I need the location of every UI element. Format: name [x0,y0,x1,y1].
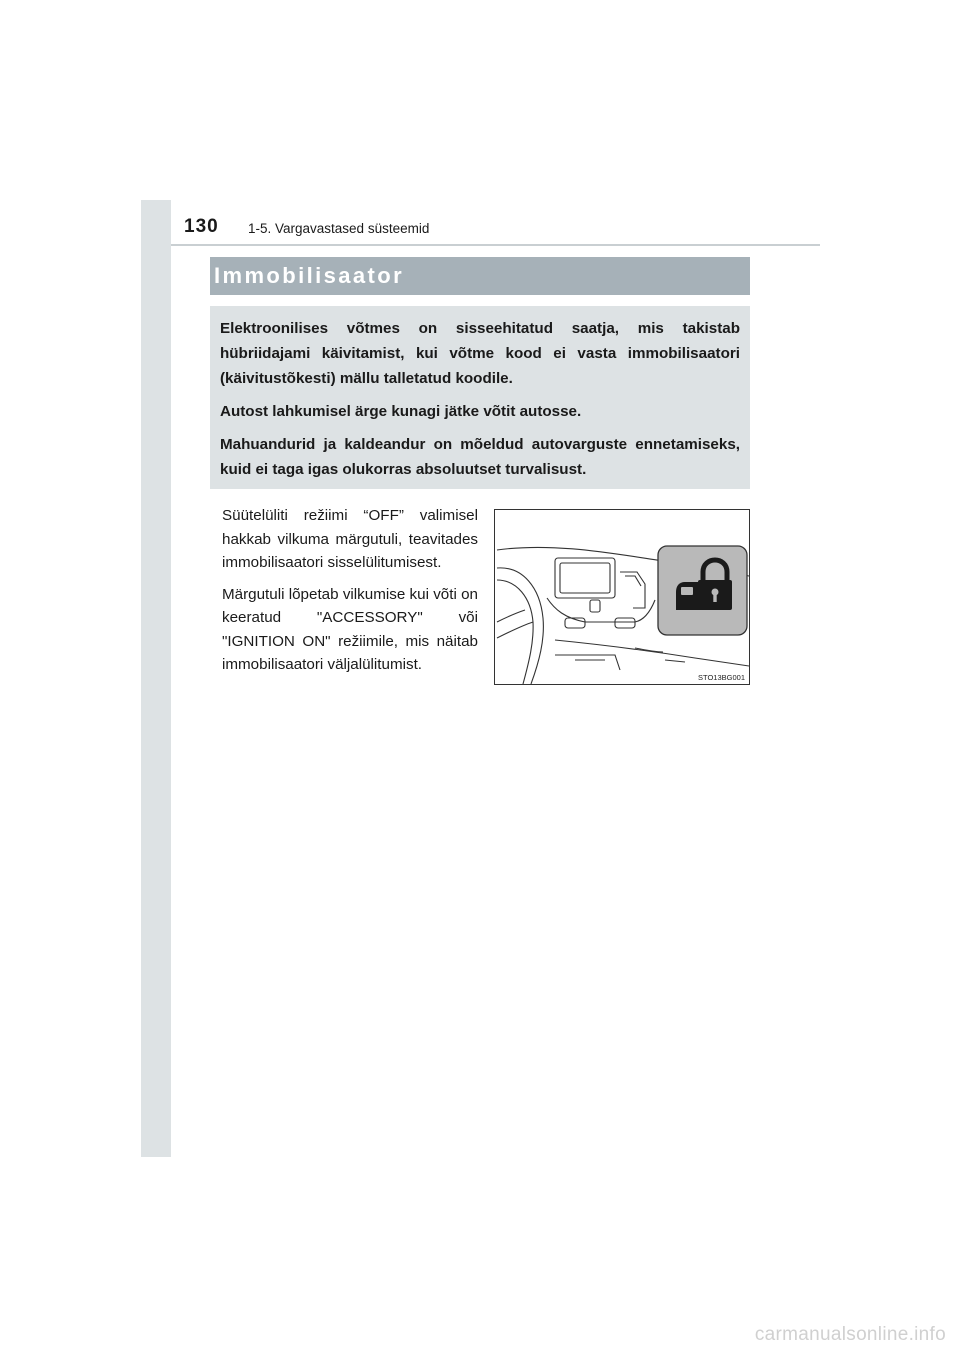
page-number: 130 [184,216,219,237]
indicator-callout [658,546,747,635]
body-paragraph-1: Süütelüliti režiimi “OFF” valimisel hakkab vilkuma märgutuli, teavitades immobilisaatori sisselülitumisest. [222,507,478,571]
dashboard-illustration [494,509,750,685]
summary-box [210,306,750,489]
section-heading-bar [210,257,750,295]
header-rule [171,244,820,246]
figure-code: STO13BG001 [698,673,745,682]
dashboard-drawing [495,510,749,684]
body-paragraph-2: Märgutuli lõpetab vilkumise kui võti on keeratud "ACCESSORY" või "IGNITION ON" režiimile, mis näitab immobilisaatori väljalülitumist. [222,585,478,673]
summary-paragraph-3: Mahuandurid ja kaldeandur on mõeldud autovarguste ennetamiseks, kuid ei taga igas olukorras absoluutset turvalisust. [220,436,740,478]
summary-paragraph-1: Elektroonilises võtmes on sisseehitatud saatja, mis takistab hübriidajami käivitamist, kui võtme kood ei vasta immobilisaatori (käivitustõkesti) mällu talletatud koodile. [220,320,740,387]
footer-watermark: carmanualsonline.info [754,1324,946,1345]
body-text [222,504,478,685]
chapter-title: 1-5. Vargavastased süsteemid [248,221,430,236]
section-title: Immobilisaator [214,263,405,288]
summary-paragraph-2: Autost lahkumisel ärge kunagi jätke võtit autosse. [220,403,582,420]
side-strip [141,200,171,1157]
